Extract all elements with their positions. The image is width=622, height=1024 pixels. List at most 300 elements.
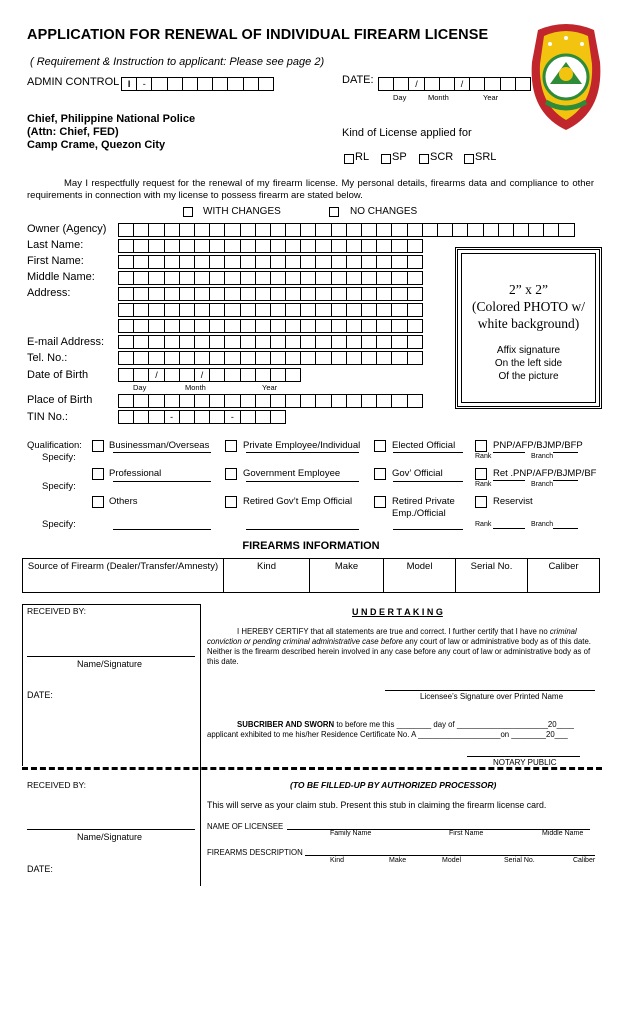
char-box[interactable] (194, 255, 210, 269)
col-kind: Kind (224, 559, 310, 593)
char-box[interactable] (300, 271, 316, 285)
firearms-info-heading: FIREARMS INFORMATION (242, 540, 380, 552)
char-box[interactable] (240, 255, 256, 269)
tin-label: TIN No.: (27, 411, 68, 423)
char-box[interactable] (376, 394, 392, 408)
char-box[interactable] (133, 394, 149, 408)
char-box[interactable] (148, 319, 164, 333)
char-box[interactable] (224, 303, 240, 317)
last-name-label: Last Name: (27, 239, 84, 251)
char-box[interactable] (224, 239, 240, 253)
char-box[interactable] (133, 319, 149, 333)
char-box[interactable] (164, 239, 180, 253)
char-box[interactable] (331, 239, 347, 253)
char-box[interactable] (437, 223, 453, 237)
char-box[interactable] (270, 303, 286, 317)
photo-sig-2: On the left side (494, 358, 563, 369)
char-box[interactable] (194, 319, 210, 333)
char-box[interactable] (376, 271, 392, 285)
license-sp-checkbox[interactable] (381, 154, 391, 164)
char-box[interactable] (346, 335, 362, 349)
char-box[interactable] (391, 239, 407, 253)
char-box[interactable] (255, 271, 271, 285)
char-box[interactable] (300, 319, 316, 333)
qual-retired-private-checkbox[interactable] (374, 496, 386, 508)
license-rl-checkbox[interactable] (344, 154, 354, 164)
email-boxes[interactable] (118, 335, 422, 349)
pob-boxes[interactable] (118, 394, 422, 408)
char-box[interactable] (407, 223, 423, 237)
char-box[interactable] (528, 223, 544, 237)
char-box[interactable] (164, 394, 180, 408)
address-boxes-1[interactable] (118, 287, 422, 301)
char-box[interactable] (133, 239, 149, 253)
char-box[interactable] (148, 303, 164, 317)
char-box[interactable] (164, 287, 180, 301)
qual-businessman-checkbox[interactable] (92, 440, 104, 452)
char-box[interactable] (179, 319, 195, 333)
admin-control-box[interactable]: I (121, 77, 137, 91)
char-box[interactable] (376, 351, 392, 365)
char-box[interactable] (255, 394, 271, 408)
qual-professional-checkbox[interactable] (92, 468, 104, 480)
char-box[interactable] (255, 351, 271, 365)
char-box[interactable] (179, 303, 195, 317)
char-box[interactable] (391, 287, 407, 301)
char-box[interactable] (285, 255, 301, 269)
char-box[interactable] (118, 239, 134, 253)
char-box[interactable] (148, 351, 164, 365)
char-box[interactable] (315, 394, 331, 408)
char-box[interactable] (224, 394, 240, 408)
char-box[interactable] (240, 271, 256, 285)
char-box[interactable] (133, 351, 149, 365)
char-box[interactable] (209, 319, 225, 333)
tel-boxes[interactable] (118, 351, 422, 365)
date-day-label: Day (393, 93, 407, 102)
with-changes-checkbox[interactable] (183, 207, 193, 217)
char-box[interactable] (118, 335, 134, 349)
char-box[interactable] (285, 239, 301, 253)
char-box[interactable] (118, 255, 134, 269)
char-box[interactable] (376, 223, 392, 237)
char-box[interactable] (133, 271, 149, 285)
middle-name-boxes[interactable] (118, 271, 422, 285)
char-box[interactable] (285, 287, 301, 301)
sworn-line-2: applicant exhibited to me his/her Residence Certificate No. A ___________________on ________20___ (207, 730, 568, 739)
dob-label: Date of Birth (27, 369, 89, 381)
date-label-stub: DATE: (27, 864, 53, 874)
char-box[interactable] (255, 335, 271, 349)
char-box[interactable] (391, 335, 407, 349)
char-box[interactable] (315, 303, 331, 317)
char-box[interactable] (361, 271, 377, 285)
char-box[interactable] (285, 223, 301, 237)
char-box[interactable] (300, 351, 316, 365)
fa-make-label: Make (389, 857, 407, 864)
qual-gov-official-checkbox[interactable] (374, 468, 386, 480)
tin-boxes[interactable]: - - (118, 410, 285, 424)
char-box[interactable] (376, 303, 392, 317)
stub-text: This will serve as your claim stub. Present this stub in claiming the firearm license card. (207, 800, 547, 810)
char-box[interactable] (346, 223, 362, 237)
char-box[interactable] (391, 255, 407, 269)
address-boxes-3[interactable] (118, 319, 422, 333)
char-box[interactable] (194, 335, 210, 349)
qual-retired-private-label: Retired Private (392, 496, 455, 507)
char-box[interactable] (361, 303, 377, 317)
qual-reservist-checkbox[interactable] (475, 496, 487, 508)
col-caliber: Caliber (528, 559, 600, 593)
qualification-label: Qualification: (27, 440, 82, 451)
char-box[interactable] (224, 335, 240, 349)
char-box[interactable] (391, 223, 407, 237)
char-box[interactable] (240, 319, 256, 333)
date-label-received: DATE: (27, 690, 53, 700)
char-box[interactable] (331, 287, 347, 301)
char-box[interactable] (483, 223, 499, 237)
qual-elected-label: Elected Official (392, 440, 456, 451)
char-box[interactable] (179, 351, 195, 365)
page-title: APPLICATION FOR RENEWAL OF INDIVIDUAL FIREARM LICENSE (27, 27, 489, 43)
char-box[interactable] (331, 351, 347, 365)
photo-desc-1: (Colored PHOTO w/ (472, 299, 585, 314)
date-year-label: Year (483, 93, 499, 102)
char-box[interactable] (331, 319, 347, 333)
char-box[interactable] (209, 271, 225, 285)
char-box[interactable] (331, 394, 347, 408)
license-srl-checkbox[interactable] (464, 154, 474, 164)
license-srl-label: SRL (475, 151, 497, 163)
char-box[interactable] (407, 394, 423, 408)
char-box[interactable] (407, 319, 423, 333)
char-box[interactable] (164, 271, 180, 285)
char-box[interactable] (391, 351, 407, 365)
char-box[interactable] (164, 319, 180, 333)
dob-boxes[interactable]: / / (118, 368, 300, 382)
char-box[interactable] (240, 223, 256, 237)
char-box[interactable] (148, 271, 164, 285)
qual-others-checkbox[interactable] (92, 496, 104, 508)
char-box[interactable] (346, 239, 362, 253)
col-source: Source of Firearm (Dealer/Transfer/Amnesty) (23, 559, 224, 593)
char-box[interactable] (285, 351, 301, 365)
char-box[interactable] (346, 351, 362, 365)
subtitle: ( Requirement & Instruction to applicant: Please see page 2) (30, 56, 325, 68)
char-box[interactable] (118, 271, 134, 285)
name-of-licensee-label: NAME OF LICENSEE (207, 822, 284, 831)
char-box[interactable] (346, 287, 362, 301)
pob-label: Place of Birth (27, 394, 93, 406)
char-box[interactable] (240, 394, 256, 408)
address-boxes-2[interactable] (118, 303, 422, 317)
dob-month-label: Month (185, 383, 206, 392)
specify-label: Specify: (42, 481, 76, 492)
char-box[interactable] (376, 287, 392, 301)
char-box[interactable] (118, 351, 134, 365)
char-box[interactable] (361, 394, 377, 408)
char-box[interactable] (209, 394, 225, 408)
char-box[interactable] (179, 239, 195, 253)
specify-label: Specify: (42, 519, 76, 530)
qual-elected-checkbox[interactable] (374, 440, 386, 452)
branch-label: Branch (531, 521, 554, 528)
char-box[interactable] (224, 351, 240, 365)
first-name-sub-label: First Name (449, 830, 484, 837)
char-box[interactable] (194, 223, 210, 237)
char-box[interactable] (209, 239, 225, 253)
char-box[interactable] (361, 351, 377, 365)
char-box[interactable] (164, 223, 180, 237)
char-box[interactable] (407, 271, 423, 285)
char-box[interactable] (148, 255, 164, 269)
photo-size: 2” x 2” (509, 282, 548, 297)
char-box[interactable] (209, 335, 225, 349)
branch-label: Branch (531, 481, 554, 488)
char-box[interactable] (270, 335, 286, 349)
char-box[interactable] (346, 303, 362, 317)
char-box[interactable] (148, 335, 164, 349)
char-box[interactable] (118, 394, 134, 408)
photo-box (455, 247, 602, 409)
address-label: Address: (27, 287, 71, 299)
firearms-info-table[interactable] (22, 558, 600, 593)
char-box[interactable] (194, 394, 210, 408)
char-box[interactable] (407, 239, 423, 253)
char-box[interactable] (300, 287, 316, 301)
char-box[interactable] (164, 335, 180, 349)
first-name-label: First Name: (27, 255, 84, 267)
char-box[interactable] (270, 287, 286, 301)
char-box[interactable] (209, 223, 225, 237)
char-box[interactable] (331, 255, 347, 269)
specify-label: Specify: (42, 452, 76, 463)
char-box[interactable] (179, 394, 195, 408)
licensee-signature-label: Licensee’s Signature over Printed Name (420, 692, 564, 701)
photo-sig-3: Of the picture (498, 371, 559, 382)
char-box[interactable] (331, 303, 347, 317)
char-box[interactable] (376, 255, 392, 269)
with-changes-label: WITH CHANGES (203, 206, 281, 217)
char-box[interactable] (361, 335, 377, 349)
char-box[interactable] (300, 239, 316, 253)
char-box[interactable] (133, 255, 149, 269)
rank-label: Rank (475, 481, 492, 488)
char-box[interactable] (346, 319, 362, 333)
char-box[interactable] (315, 335, 331, 349)
char-box[interactable] (452, 223, 468, 237)
char-box[interactable] (285, 319, 301, 333)
char-box[interactable] (315, 351, 331, 365)
char-box[interactable] (361, 319, 377, 333)
char-box[interactable] (224, 287, 240, 301)
license-scr-checkbox[interactable] (419, 154, 429, 164)
char-box[interactable] (391, 303, 407, 317)
char-box[interactable] (224, 255, 240, 269)
char-box[interactable] (148, 394, 164, 408)
char-box[interactable] (467, 223, 483, 237)
char-box[interactable] (179, 271, 195, 285)
qual-pnp-label: PNP/AFP/BJMP/BFP (493, 440, 583, 451)
char-box[interactable] (255, 223, 271, 237)
char-box[interactable] (194, 303, 210, 317)
char-box[interactable] (255, 319, 271, 333)
char-box[interactable] (194, 239, 210, 253)
char-box[interactable] (209, 255, 225, 269)
last-name-boxes[interactable] (118, 239, 422, 253)
char-box[interactable] (270, 271, 286, 285)
char-box[interactable] (209, 303, 225, 317)
char-box[interactable] (376, 319, 392, 333)
char-box[interactable] (255, 255, 271, 269)
qual-private-employee-checkbox[interactable] (225, 440, 237, 452)
char-box[interactable] (407, 287, 423, 301)
name-signature-label-stub: Name/Signature (77, 832, 143, 842)
char-box[interactable] (558, 223, 574, 237)
char-box[interactable] (361, 287, 377, 301)
undertaking-heading: U N D E R T A K I N G (352, 607, 443, 617)
char-box[interactable] (285, 303, 301, 317)
qual-retired-pnp-label: Ret .PNP/AFP/BJMP/BF (493, 468, 597, 479)
date-boxes[interactable]: / / (378, 77, 530, 91)
char-box[interactable] (148, 287, 164, 301)
char-box[interactable] (270, 239, 286, 253)
char-box[interactable] (194, 287, 210, 301)
char-box[interactable] (346, 271, 362, 285)
char-box[interactable] (346, 394, 362, 408)
char-box[interactable] (315, 319, 331, 333)
char-box[interactable] (224, 319, 240, 333)
char-box[interactable] (194, 351, 210, 365)
char-box[interactable] (255, 287, 271, 301)
col-serial: Serial No. (456, 559, 528, 593)
char-box[interactable] (407, 351, 423, 365)
char-box[interactable] (179, 335, 195, 349)
char-box[interactable] (194, 271, 210, 285)
char-box[interactable] (179, 255, 195, 269)
char-box[interactable] (376, 239, 392, 253)
qual-pnp-checkbox[interactable] (475, 440, 487, 452)
char-box[interactable] (300, 255, 316, 269)
first-name-boxes[interactable] (118, 255, 422, 269)
qual-retired-gov-checkbox[interactable] (225, 496, 237, 508)
family-name-label: Family Name (330, 830, 372, 837)
rank-label: Rank (475, 453, 492, 460)
char-box[interactable] (331, 335, 347, 349)
char-box[interactable] (331, 223, 347, 237)
char-box[interactable] (346, 255, 362, 269)
char-box[interactable] (300, 335, 316, 349)
char-box[interactable] (270, 255, 286, 269)
addressee-line2: (Attn: Chief, FED) (27, 126, 119, 138)
char-box[interactable] (513, 223, 529, 237)
char-box[interactable] (240, 303, 256, 317)
undertaking-paragraph: I HEREBY CERTIFY that all statements are true and correct. I further certify that I have no criminal conviction or pending criminal administrative case before any court of law or administrative body as of this date. Neither is the firearm described herein involved in any case before any court of law or administrative body as of this date. (207, 627, 591, 666)
char-box[interactable] (148, 239, 164, 253)
char-box[interactable] (391, 271, 407, 285)
char-box[interactable] (331, 271, 347, 285)
char-box[interactable] (300, 394, 316, 408)
char-box[interactable] (300, 223, 316, 237)
char-box[interactable] (407, 335, 423, 349)
char-box[interactable] (255, 239, 271, 253)
char-box[interactable] (285, 394, 301, 408)
char-box[interactable] (240, 335, 256, 349)
char-box[interactable] (361, 255, 377, 269)
notary-public-label: NOTARY PUBLIC (493, 758, 557, 767)
char-box[interactable] (315, 271, 331, 285)
char-box[interactable] (270, 223, 286, 237)
char-box[interactable] (361, 239, 377, 253)
date-month-label: Month (428, 93, 449, 102)
char-box[interactable] (422, 223, 438, 237)
char-box[interactable] (118, 223, 134, 237)
char-box[interactable] (407, 303, 423, 317)
no-changes-checkbox[interactable] (329, 207, 339, 217)
char-box[interactable] (133, 303, 149, 317)
char-box[interactable] (133, 287, 149, 301)
qual-retired-pnp-checkbox[interactable] (475, 468, 487, 480)
char-box[interactable] (315, 255, 331, 269)
char-box[interactable] (118, 303, 134, 317)
firearms-description-field[interactable] (305, 855, 595, 856)
char-box[interactable] (285, 335, 301, 349)
char-box[interactable] (164, 303, 180, 317)
col-make: Make (310, 559, 384, 593)
admin-control-box[interactable]: - (136, 77, 152, 91)
char-box[interactable] (118, 287, 134, 301)
char-box[interactable] (164, 255, 180, 269)
char-box[interactable] (240, 351, 256, 365)
char-box[interactable] (315, 223, 331, 237)
char-box[interactable] (498, 223, 514, 237)
char-box[interactable] (255, 303, 271, 317)
char-box[interactable] (285, 271, 301, 285)
char-box[interactable] (209, 287, 225, 301)
char-box[interactable] (133, 335, 149, 349)
char-box[interactable] (224, 223, 240, 237)
char-box[interactable] (270, 394, 286, 408)
char-box[interactable] (376, 335, 392, 349)
char-box[interactable] (391, 319, 407, 333)
char-box[interactable] (240, 239, 256, 253)
char-box[interactable] (179, 287, 195, 301)
char-box[interactable] (543, 223, 559, 237)
char-box[interactable] (315, 239, 331, 253)
owner-boxes[interactable] (118, 223, 574, 237)
char-box[interactable] (270, 319, 286, 333)
qual-private-employee-label: Private Employee/Individual (243, 440, 361, 451)
char-box[interactable] (209, 351, 225, 365)
char-box[interactable] (391, 394, 407, 408)
admin-control-boxes[interactable] (121, 77, 273, 91)
char-box[interactable] (315, 287, 331, 301)
char-box[interactable] (407, 255, 423, 269)
char-box[interactable] (133, 223, 149, 237)
cut-line (22, 767, 602, 770)
char-box[interactable] (118, 319, 134, 333)
char-box[interactable] (361, 223, 377, 237)
char-box[interactable] (179, 223, 195, 237)
email-label: E-mail Address: (27, 336, 105, 348)
qual-gov-employee-checkbox[interactable] (225, 468, 237, 480)
char-box[interactable] (164, 351, 180, 365)
char-box[interactable] (270, 351, 286, 365)
char-box[interactable] (240, 287, 256, 301)
char-box[interactable] (148, 223, 164, 237)
char-box[interactable] (224, 271, 240, 285)
char-box[interactable] (300, 303, 316, 317)
